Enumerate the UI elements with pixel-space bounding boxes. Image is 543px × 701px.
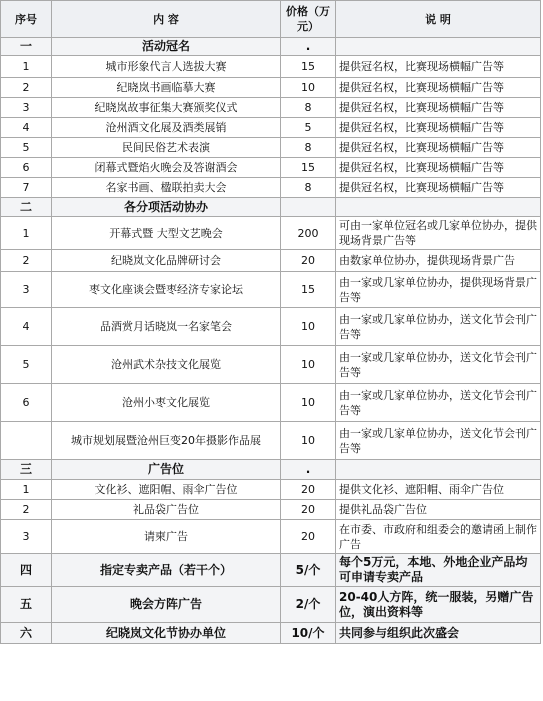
table-row bbox=[1, 217, 541, 250]
section-row bbox=[1, 460, 541, 480]
cell-desc: 提供冠名权，比赛现场横幅广告等 bbox=[336, 118, 541, 138]
table-row bbox=[1, 500, 541, 520]
cell-price: 20 bbox=[281, 500, 336, 520]
cell-content: 指定专卖产品（若干个） bbox=[52, 554, 281, 587]
cell-no: 四 bbox=[1, 554, 52, 587]
cell-desc: 由一家或几家单位协办，提供现场背景广告等 bbox=[336, 272, 541, 308]
cell-content: 文化衫、遮阳帽、雨伞广告位 bbox=[52, 480, 281, 500]
cell-desc: 提供文化衫、遮阳帽、雨伞广告位 bbox=[336, 480, 541, 500]
cell-price: 5/个 bbox=[281, 554, 336, 587]
cell-no: 六 bbox=[1, 623, 52, 644]
header-price: 价格（万元） bbox=[281, 1, 336, 38]
cell-price: 15 bbox=[281, 272, 336, 308]
table-row bbox=[1, 480, 541, 500]
cell-no: 二 bbox=[1, 198, 52, 217]
header-desc: 说 明 bbox=[336, 1, 541, 38]
cell-content: 名家书画、楹联拍卖大会 bbox=[52, 178, 281, 198]
cell-price: 200 bbox=[281, 217, 336, 250]
cell-no: 2 bbox=[1, 250, 52, 272]
table-row bbox=[1, 178, 541, 198]
table-row bbox=[1, 158, 541, 178]
cell-price: 15 bbox=[281, 56, 336, 78]
cell-price: 15 bbox=[281, 158, 336, 178]
cell-content: 纪晓岚文化品牌研讨会 bbox=[52, 250, 281, 272]
cell-desc: 提供冠名权，比赛现场横幅广告等 bbox=[336, 178, 541, 198]
cell-no: 6 bbox=[1, 158, 52, 178]
cell-no: 5 bbox=[1, 346, 52, 384]
table-row bbox=[1, 272, 541, 308]
cell-no: 3 bbox=[1, 520, 52, 554]
cell-no: 6 bbox=[1, 384, 52, 422]
cell-desc: 提供冠名权，比赛现场横幅广告等 bbox=[336, 56, 541, 78]
cell-desc: 由数家单位协办，提供现场背景广告 bbox=[336, 250, 541, 272]
cell-price bbox=[281, 198, 336, 217]
cell-desc: 在市委、市政府和组委会的邀请函上制作广告 bbox=[336, 520, 541, 554]
cell-price: 8 bbox=[281, 98, 336, 118]
cell-desc: 提供冠名权，比赛现场横幅广告等 bbox=[336, 98, 541, 118]
cell-content: 品酒赏月话晓岚一名家笔会 bbox=[52, 308, 281, 346]
cell-content: 晚会方阵广告 bbox=[52, 587, 281, 623]
section-row bbox=[1, 623, 541, 644]
cell-desc: 由一家或几家单位协办，送文化节会刊广告等 bbox=[336, 308, 541, 346]
cell-price: 10 bbox=[281, 346, 336, 384]
table-row bbox=[1, 56, 541, 78]
cell-price: 10 bbox=[281, 384, 336, 422]
cell-no: 五 bbox=[1, 587, 52, 623]
cell-no: 2 bbox=[1, 78, 52, 98]
cell-content: 各分项活动协办 bbox=[52, 198, 281, 217]
cell-no: 1 bbox=[1, 217, 52, 250]
cell-desc: 提供冠名权，比赛现场横幅广告等 bbox=[336, 158, 541, 178]
cell-content: 活动冠名 bbox=[52, 38, 281, 56]
cell-price: 10 bbox=[281, 308, 336, 346]
cell-content: 闭幕式暨焰火晚会及答谢酒会 bbox=[52, 158, 281, 178]
table-row bbox=[1, 98, 541, 118]
cell-desc bbox=[336, 198, 541, 217]
table-row bbox=[1, 346, 541, 384]
header-row bbox=[1, 1, 541, 38]
cell-content: 礼品袋广告位 bbox=[52, 500, 281, 520]
cell-price: 5 bbox=[281, 118, 336, 138]
table-row bbox=[1, 250, 541, 272]
cell-price: 20 bbox=[281, 480, 336, 500]
table-row bbox=[1, 138, 541, 158]
table-body bbox=[1, 38, 541, 644]
cell-price: . bbox=[281, 460, 336, 480]
cell-desc: 由一家或几家单位协办，送文化节会刊广告等 bbox=[336, 346, 541, 384]
cell-desc: 提供礼品袋广告位 bbox=[336, 500, 541, 520]
table-row bbox=[1, 520, 541, 554]
cell-desc: 可由一家单位冠名或几家单位协办，提供现场背景广告等 bbox=[336, 217, 541, 250]
cell-content: 沧州武术杂技文化展览 bbox=[52, 346, 281, 384]
cell-desc bbox=[336, 460, 541, 480]
cell-content: 沧州酒文化展及酒类展销 bbox=[52, 118, 281, 138]
cell-content: 开幕式暨 大型文艺晚会 bbox=[52, 217, 281, 250]
table-row bbox=[1, 422, 541, 460]
cell-price: . bbox=[281, 38, 336, 56]
cell-content: 广告位 bbox=[52, 460, 281, 480]
cell-desc: 由一家或几家单位协办，送文化节会刊广告等 bbox=[336, 422, 541, 460]
cell-content: 纪晓岚书画临摹大赛 bbox=[52, 78, 281, 98]
cell-content: 沧州小枣文化展览 bbox=[52, 384, 281, 422]
cell-no: 1 bbox=[1, 480, 52, 500]
table-row bbox=[1, 384, 541, 422]
cell-price: 8 bbox=[281, 138, 336, 158]
table-row bbox=[1, 78, 541, 98]
section-row bbox=[1, 587, 541, 623]
cell-no: 3 bbox=[1, 98, 52, 118]
cell-price: 8 bbox=[281, 178, 336, 198]
header-no: 序号 bbox=[1, 1, 52, 38]
cell-content: 纪晓岚故事征集大赛颁奖仪式 bbox=[52, 98, 281, 118]
cell-price: 10 bbox=[281, 78, 336, 98]
cell-price: 10/个 bbox=[281, 623, 336, 644]
cell-desc bbox=[336, 38, 541, 56]
cell-desc: 20-40人方阵，统一服装，另赠广告位，演出资料等 bbox=[336, 587, 541, 623]
cell-price: 10 bbox=[281, 422, 336, 460]
cell-no: 7 bbox=[1, 178, 52, 198]
cell-no: 5 bbox=[1, 138, 52, 158]
header-content: 内 容 bbox=[52, 1, 281, 38]
cell-price: 2/个 bbox=[281, 587, 336, 623]
cell-content: 城市形象代言人选拔大赛 bbox=[52, 56, 281, 78]
section-row bbox=[1, 554, 541, 587]
cell-no bbox=[1, 422, 52, 460]
cell-no: 3 bbox=[1, 272, 52, 308]
cell-no: 2 bbox=[1, 500, 52, 520]
section-row bbox=[1, 38, 541, 56]
table-row bbox=[1, 308, 541, 346]
cell-desc: 共同参与组织此次盛会 bbox=[336, 623, 541, 644]
cell-price: 20 bbox=[281, 520, 336, 554]
cell-desc: 提供冠名权，比赛现场横幅广告等 bbox=[336, 138, 541, 158]
cell-desc: 提供冠名权，比赛现场横幅广告等 bbox=[336, 78, 541, 98]
table-row bbox=[1, 118, 541, 138]
cell-price: 20 bbox=[281, 250, 336, 272]
cell-content: 枣文化座谈会暨枣经济专家论坛 bbox=[52, 272, 281, 308]
section-row bbox=[1, 198, 541, 217]
cell-no: 4 bbox=[1, 118, 52, 138]
cell-content: 请柬广告 bbox=[52, 520, 281, 554]
cell-desc: 由一家或几家单位协办，送文化节会刊广告等 bbox=[336, 384, 541, 422]
cell-no: 4 bbox=[1, 308, 52, 346]
cell-desc: 每个5万元，本地、外地企业产品均可申请专卖产品 bbox=[336, 554, 541, 587]
cell-no: 一 bbox=[1, 38, 52, 56]
cell-content: 纪晓岚文化节协办单位 bbox=[52, 623, 281, 644]
cell-content: 城市规划展暨沧州巨变20年摄影作品展 bbox=[52, 422, 281, 460]
cell-no: 1 bbox=[1, 56, 52, 78]
cell-no: 三 bbox=[1, 460, 52, 480]
cell-content: 民间民俗艺术表演 bbox=[52, 138, 281, 158]
